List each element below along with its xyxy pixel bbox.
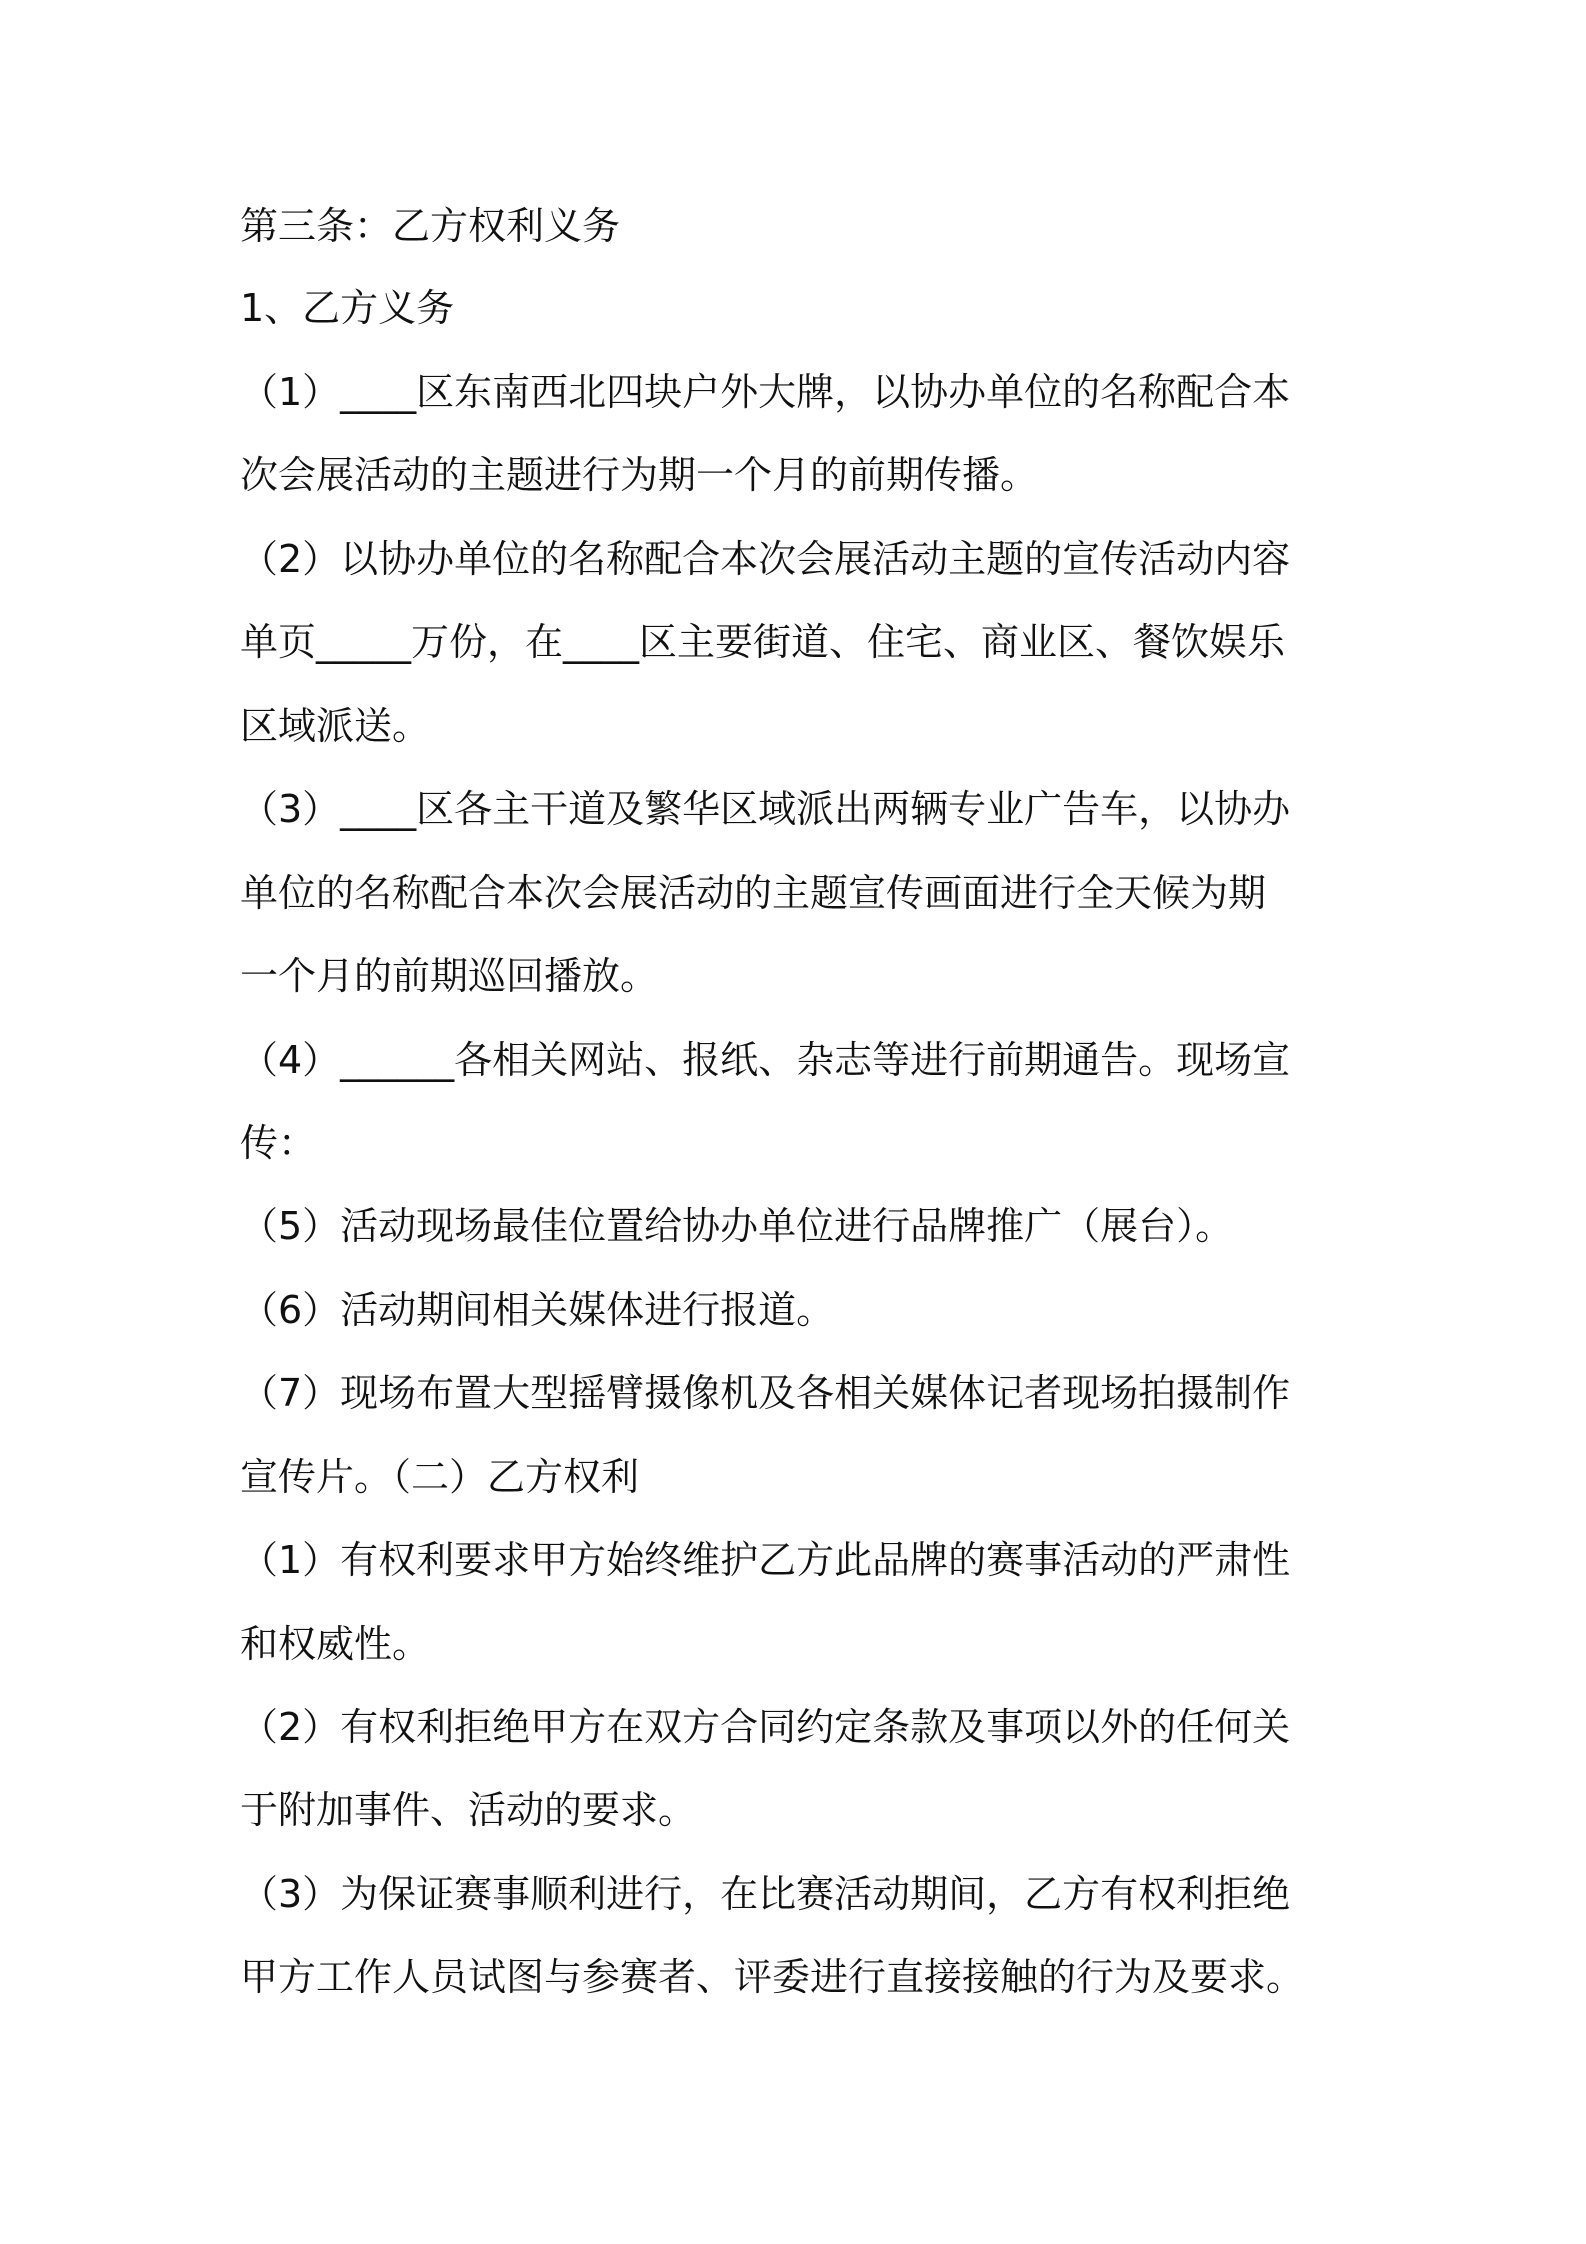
- text-line: 甲方工作人员试图与参赛者、评委进行直接接触的行为及要求。: [240, 1955, 1305, 1999]
- text-line: （2）有权利拒绝甲方在双方合同约定条款及事项以外的任何关: [240, 1705, 1291, 1749]
- text-line: 一个月的前期巡回播放。: [240, 954, 659, 998]
- text-line: （7）现场布置大型摇臂摄像机及各相关媒体记者现场拍摄制作: [240, 1371, 1291, 1415]
- text-line: （3）____区各主干道及繁华区域派出两辆专业广告车，以协办: [240, 787, 1291, 831]
- text-line: （1）____区东南西北四块户外大牌，以协办单位的名称配合本: [240, 370, 1291, 414]
- text-line: （4）______各相关网站、报纸、杂志等进行前期通告。现场宣: [240, 1038, 1291, 1082]
- text-line: 单页_____万份，在____区主要街道、住宅、商业区、餐饮娱乐: [240, 620, 1286, 664]
- section-heading: 第三条：乙方权利义务: [240, 204, 621, 248]
- text-line: 于附加事件、活动的要求。: [240, 1788, 697, 1832]
- text-line: 区域派送。: [240, 704, 431, 748]
- text-line: （5）活动现场最佳位置给协办单位进行品牌推广（展台）。: [240, 1204, 1234, 1248]
- text-line: （1）有权利要求甲方始终维护乙方此品牌的赛事活动的严肃性: [240, 1538, 1291, 1582]
- text-line: 次会展活动的主题进行为期一个月的前期传播。: [240, 453, 1039, 497]
- text-line: 单位的名称配合本次会展活动的主题宣传画面进行全天候为期: [240, 871, 1267, 915]
- text-line: 宣传片。（二）乙方权利: [240, 1455, 640, 1499]
- text-line: （6）活动期间相关媒体进行报道。: [240, 1288, 835, 1332]
- text-line: 1、乙方义务: [240, 286, 455, 330]
- text-line: （3）为保证赛事顺利进行，在比赛活动期间，乙方有权利拒绝: [240, 1872, 1291, 1916]
- text-line: 和权威性。: [240, 1622, 431, 1666]
- text-line: 传：: [240, 1121, 317, 1165]
- text-line: （2）以协办单位的名称配合本次会展活动主题的宣传活动内容: [240, 537, 1291, 581]
